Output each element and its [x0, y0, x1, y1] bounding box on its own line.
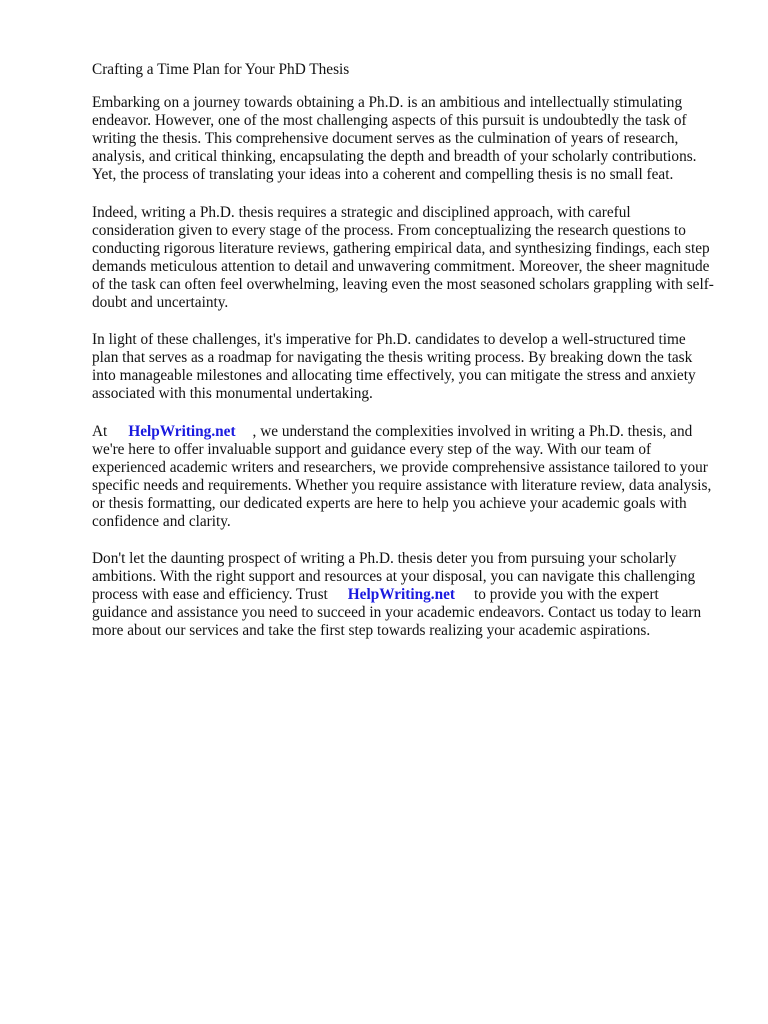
paragraph-4: [92, 423, 732, 532]
line-suffix: to provide you with the expert: [474, 586, 659, 604]
line-suffix: , we understand the complexities involved in writing a Ph.D. thesis, and: [252, 422, 693, 440]
helpwriting-link[interactable]: HelpWriting.net: [128, 422, 236, 440]
paragraph-2: [92, 204, 732, 313]
paragraph-1: [92, 94, 732, 184]
paragraph-line: into manageable milestones and allocating time effectively, you can mitigate the stress and anxiety: [92, 367, 696, 385]
paragraph-3: [92, 331, 732, 403]
helpwriting-link[interactable]: HelpWriting.net: [347, 586, 456, 604]
paragraph-line: In light of these challenges, it's imperative for Ph.D. candidates to develop a well-structured time: [92, 331, 686, 349]
paragraph-line: doubt and uncertainty.: [92, 294, 229, 312]
line-prefix: process with ease and efficiency. Trust: [92, 586, 328, 604]
paragraph-line: conducting rigorous literature reviews, gathering empirical data, and synthesizing findings, each step: [92, 239, 710, 257]
paragraph-line: demands meticulous attention to detail and unwavering commitment. Moreover, the sheer magnitude: [92, 257, 710, 275]
paragraph-5: [92, 550, 732, 640]
paragraph-line: or thesis formatting, our dedicated experts are here to help you achieve your academic goals with: [92, 494, 687, 512]
paragraph-line: endeavor. However, one of the most challenging aspects of this pursuit is undoubtedly the task of: [92, 112, 687, 130]
paragraph-line: ambitions. With the right support and resources at your disposal, you can navigate this challenging: [92, 568, 696, 586]
paragraph-line: plan that serves as a roadmap for navigating the thesis writing process. By breaking down the task: [92, 349, 693, 367]
paragraph-line: of the task can often feel overwhelming, leaving even the most seasoned scholars grappling with self-: [92, 275, 714, 293]
paragraph-line: more about our services and take the first step towards realizing your academic aspirations.: [92, 622, 651, 640]
paragraph-line: we're here to offer invaluable support and guidance every step of the way. With our team of: [92, 440, 652, 458]
paragraph-line: Don't let the daunting prospect of writing a Ph.D. thesis deter you from pursuing your scholarly: [92, 550, 677, 568]
paragraph-line: analysis, and critical thinking, encapsulating the depth and breadth of your scholarly contributions.: [92, 148, 697, 166]
paragraph-line-with-link: [92, 586, 732, 604]
paragraph-line: specific needs and requirements. Whether you require assistance with literature review, data analysis,: [92, 476, 712, 494]
paragraph-line: writing the thesis. This comprehensive document serves as the culmination of years of research,: [92, 130, 679, 148]
paragraph-line: experienced academic writers and researchers, we provide comprehensive assistance tailored to your: [92, 458, 708, 476]
document-page: [92, 61, 732, 660]
paragraph-line: guidance and assistance you need to succeed in your academic endeavors. Contact us today to learn: [92, 604, 702, 622]
paragraph-line: Indeed, writing a Ph.D. thesis requires a strategic and disciplined approach, with careful: [92, 203, 631, 221]
paragraph-line-with-link: [92, 423, 732, 441]
paragraph-line: associated with this monumental undertaking.: [92, 385, 373, 403]
paragraph-line: Yet, the process of translating your ideas into a coherent and compelling thesis is no small feat.: [92, 166, 674, 184]
paragraph-line: consideration given to every stage of the process. From conceptualizing the research questions to: [92, 221, 686, 239]
paragraph-line: confidence and clarity.: [92, 512, 231, 530]
document-title: Crafting a Time Plan for Your PhD Thesis: [92, 61, 350, 78]
line-prefix: At: [92, 422, 108, 440]
paragraph-line: Embarking on a journey towards obtaining a Ph.D. is an ambitious and intellectually stimulating: [92, 94, 683, 112]
